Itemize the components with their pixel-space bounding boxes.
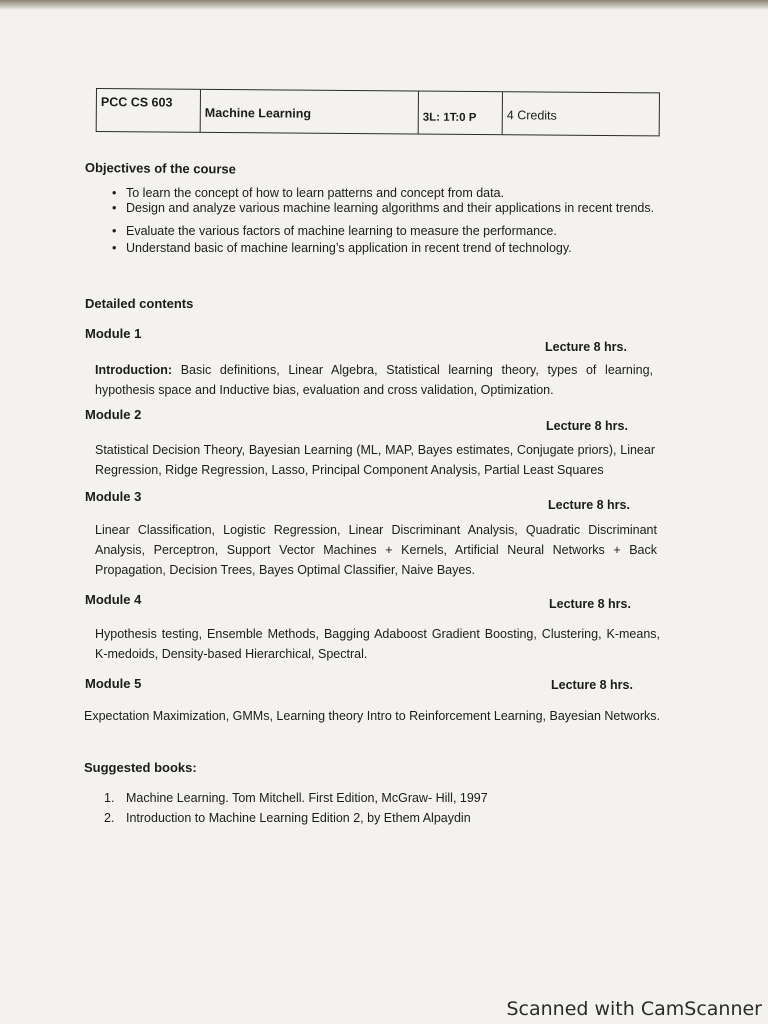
module-5-content: Expectation Maximization, GMMs, Learning theory Intro to Reinforcement Learning, Bayesian Networks. <box>84 709 660 723</box>
books-heading: Suggested books: <box>84 760 197 775</box>
list-item: • To learn the concept of how to learn patterns and concept from data. <box>112 186 657 201</box>
list-item <box>104 808 488 828</box>
course-code: PCC CS 603 <box>97 89 201 132</box>
module-1-text: Basic definitions, Linear Algebra, Statistical learning theory, types of learning, hypothesis space and Inductive bias, evaluation and cross validation, Optimization. <box>95 363 653 397</box>
course-credits: 4 Credits <box>506 108 557 123</box>
module-3-lecture: Lecture 8 hrs. <box>548 498 630 512</box>
module-4-title: Module 4 <box>85 592 142 607</box>
objectives-heading: Objectives of the course <box>84 160 236 177</box>
module-1-lead: Introduction: <box>95 363 173 377</box>
module-3-title: Module 3 <box>85 489 142 504</box>
course-hours: 3L: 1T:0 P <box>419 92 503 135</box>
module-2-title: Module 2 <box>85 407 142 422</box>
detailed-contents-heading: Detailed contents <box>85 296 194 311</box>
module-1-content <box>95 360 653 400</box>
module-2-lecture: Lecture 8 hrs. <box>546 419 628 433</box>
scanner-watermark: Scanned with CamScanner <box>506 998 762 1020</box>
books-list <box>104 788 488 828</box>
module-5-lecture: Lecture 8 hrs. <box>551 678 633 692</box>
list-item: • Design and analyze various machine learning algorithms and their applications in recent trends. <box>112 201 657 216</box>
objectives-list <box>112 186 657 258</box>
book-title: Introduction to Machine Learning Edition 2, by Ethem Alpaydin <box>126 811 471 825</box>
module-3-content: Linear Classification, Logistic Regression, Linear Discriminant Analysis, Quadratic Discriminant Analysis, Perceptron, Support Vector Machines + Kernels, Artificial Neural Networks + Back Propagation, Decision Trees, Bayes Optimal Classifier, Naive Bayes. <box>95 523 657 577</box>
course-info-table <box>96 88 660 136</box>
module-4-lecture: Lecture 8 hrs. <box>549 597 631 611</box>
module-2-content: Statistical Decision Theory, Bayesian Learning (ML, MAP, Bayes estimates, Conjugate priors), Linear Regression, Ridge Regression, Lasso, Principal Component Analysis, Partial Least Squares <box>95 443 655 477</box>
book-number: 1. <box>104 791 115 805</box>
module-4-content: Hypothesis testing, Ensemble Methods, Bagging Adaboost Gradient Boosting, Clustering, K-means, K-medoids, Density-based Hierarchical, Spectral. <box>95 627 660 661</box>
course-name: Machine Learning <box>201 90 419 134</box>
list-item: • Understand basic of machine learning’s application in recent trend of technology. <box>112 241 657 256</box>
module-1-lecture: Lecture 8 hrs. <box>545 340 627 354</box>
module-5-title: Module 5 <box>85 676 142 691</box>
module-1-title: Module 1 <box>85 326 142 341</box>
book-title: Machine Learning. Tom Mitchell. First Edition, McGraw- Hill, 1997 <box>126 791 488 805</box>
book-number: 2. <box>104 811 115 825</box>
list-item: • Evaluate the various factors of machine learning to measure the performance. <box>112 224 657 239</box>
list-item <box>104 788 488 808</box>
